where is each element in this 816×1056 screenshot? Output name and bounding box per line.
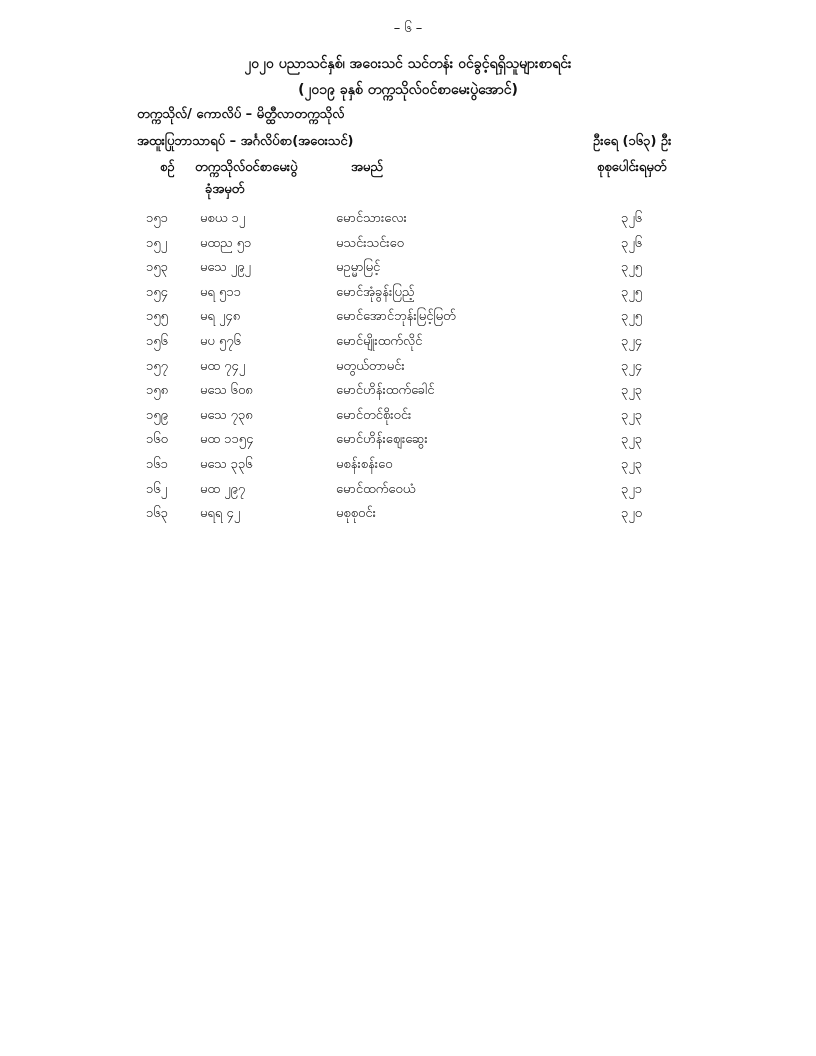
table-row bbox=[0, 407, 816, 432]
total-count-label: ဦးရေ (၁၆၃) ဦး bbox=[593, 134, 672, 149]
roll-number: မစယ ၁၂ bbox=[200, 211, 246, 226]
student-name: မစန်းစန်းဝေ bbox=[336, 456, 393, 472]
table-row bbox=[0, 235, 816, 260]
student-name: မောင်မျိုးထက်လိုင် bbox=[336, 333, 423, 349]
row-number: ၁၅၂ bbox=[146, 235, 168, 251]
subject-label: အထူးပြုဘာသာရပ် – အင်္ဂလိပ်စာ(အဝေးသင်) bbox=[137, 134, 354, 149]
total-marks: ၃၂၅ bbox=[621, 284, 643, 300]
row-number: ၁၅၉ bbox=[146, 407, 168, 423]
student-name: မောင်ထက်ဝေယံ bbox=[336, 481, 416, 497]
document-title: ၂၀၂၀ ပညာသင်နှစ်၊ အဝေးသင် သင်တန်း ဝင်ခွင့်ရရှိသူများစာရင်း bbox=[244, 56, 572, 72]
document-subtitle: (၂၀၁၉ ခုနှစ် တက္ကသိုလ်ဝင်စာမေးပွဲအောင်) bbox=[298, 82, 518, 98]
total-marks: ၃၂၅ bbox=[621, 260, 643, 276]
roll-number: မထည ၅၁ bbox=[200, 235, 252, 251]
row-number: ၁၅၆ bbox=[146, 333, 168, 349]
student-name: မောင်သားလေး bbox=[336, 211, 407, 226]
table-row bbox=[0, 259, 816, 284]
column-header-name: အမည် bbox=[351, 160, 383, 175]
student-name: မောင်အောင်ဘုန်းမြင့်မြတ် bbox=[336, 309, 456, 325]
total-marks: ၃၂၀ bbox=[621, 506, 643, 522]
column-header-roll-2: ခုံအမှတ် bbox=[205, 182, 245, 197]
table-row bbox=[0, 210, 816, 235]
student-name: မောင်ဟိန်းထက်ခေါင် bbox=[336, 383, 435, 399]
table-row bbox=[0, 505, 816, 530]
roll-number: မပ ၅၇၆ bbox=[200, 333, 241, 349]
total-marks: ၃၂၁ bbox=[621, 481, 643, 497]
table-row bbox=[0, 284, 816, 309]
table-row bbox=[0, 333, 816, 358]
student-name: မောင်တင်စိုးဝင်း bbox=[336, 407, 412, 423]
roll-number: မထ ၂၉၇ bbox=[200, 481, 246, 497]
roll-number: မသေ ၂၉၂ bbox=[200, 260, 251, 276]
student-name: မသင်းသင်းဝေ bbox=[336, 235, 404, 251]
total-marks: ၃၂၃ bbox=[621, 383, 643, 399]
table-row bbox=[0, 308, 816, 333]
table-row bbox=[0, 431, 816, 456]
column-header-no: စဉ် bbox=[160, 160, 175, 175]
roll-number: မရရ ၄၂ bbox=[200, 506, 241, 522]
university-label: တက္ကသိုလ်/ ကောလိပ် – မိတ္ထီလာတက္ကသိုလ် bbox=[137, 107, 345, 122]
total-marks: ၃၂၄ bbox=[621, 333, 643, 349]
table-row bbox=[0, 481, 816, 506]
total-marks: ၃၂၃ bbox=[621, 456, 643, 472]
total-marks: ၃၂၃ bbox=[621, 432, 643, 448]
page-number: – ၆ – bbox=[393, 21, 423, 36]
roll-number: မထ ၁၁၅၄ bbox=[200, 432, 254, 448]
roll-number: မရ ၅၁၁ bbox=[200, 284, 241, 300]
column-header-marks: စုစုပေါင်းရမှတ် bbox=[597, 160, 667, 175]
column-header-roll: တက္ကသိုလ်ဝင်စာမေးပွဲ bbox=[195, 160, 298, 175]
total-marks: ၃၂၅ bbox=[621, 309, 643, 325]
student-name: မစုစုဝင်း bbox=[336, 506, 376, 522]
roll-number: မထ ၇၄၂ bbox=[200, 358, 246, 374]
table-row bbox=[0, 382, 816, 407]
student-name: မတွယ်တာမင်း bbox=[336, 358, 405, 374]
row-number: ၁၅၅ bbox=[146, 309, 168, 325]
roll-number: မရ ၂၄၈ bbox=[200, 309, 241, 325]
results-table bbox=[0, 210, 816, 530]
row-number: ၁၆၃ bbox=[146, 506, 168, 522]
row-number: ၁၅၄ bbox=[146, 284, 168, 300]
row-number: ၁၅၈ bbox=[146, 383, 169, 399]
student-name: မဥမ္မာမြင့် bbox=[336, 260, 381, 276]
student-name: မောင်ဟိန်းဈေးဆွေး bbox=[336, 432, 428, 448]
row-number: ၁၅၃ bbox=[146, 260, 168, 276]
total-marks: ၃၂၃ bbox=[621, 407, 643, 423]
total-marks: ၃၂၆ bbox=[621, 211, 643, 226]
table-row bbox=[0, 358, 816, 383]
row-number: ၁၆၁ bbox=[146, 456, 168, 472]
row-number: ၁၆၂ bbox=[146, 481, 168, 497]
total-marks: ၃၂၆ bbox=[621, 235, 643, 251]
row-number: ၁၆၀ bbox=[146, 432, 168, 448]
total-marks: ၃၂၄ bbox=[621, 358, 643, 374]
roll-number: မသေ ၇၃၈ bbox=[200, 407, 253, 423]
table-row bbox=[0, 456, 816, 481]
row-number: ၁၅၇ bbox=[146, 358, 168, 374]
roll-number: မသေ ၆၀၈ bbox=[200, 383, 253, 399]
student-name: မောင်အုံခွန်းပြည့် bbox=[336, 284, 415, 300]
roll-number: မသေ ၃၃၆ bbox=[200, 456, 253, 472]
row-number: ၁၅၁ bbox=[146, 211, 168, 226]
